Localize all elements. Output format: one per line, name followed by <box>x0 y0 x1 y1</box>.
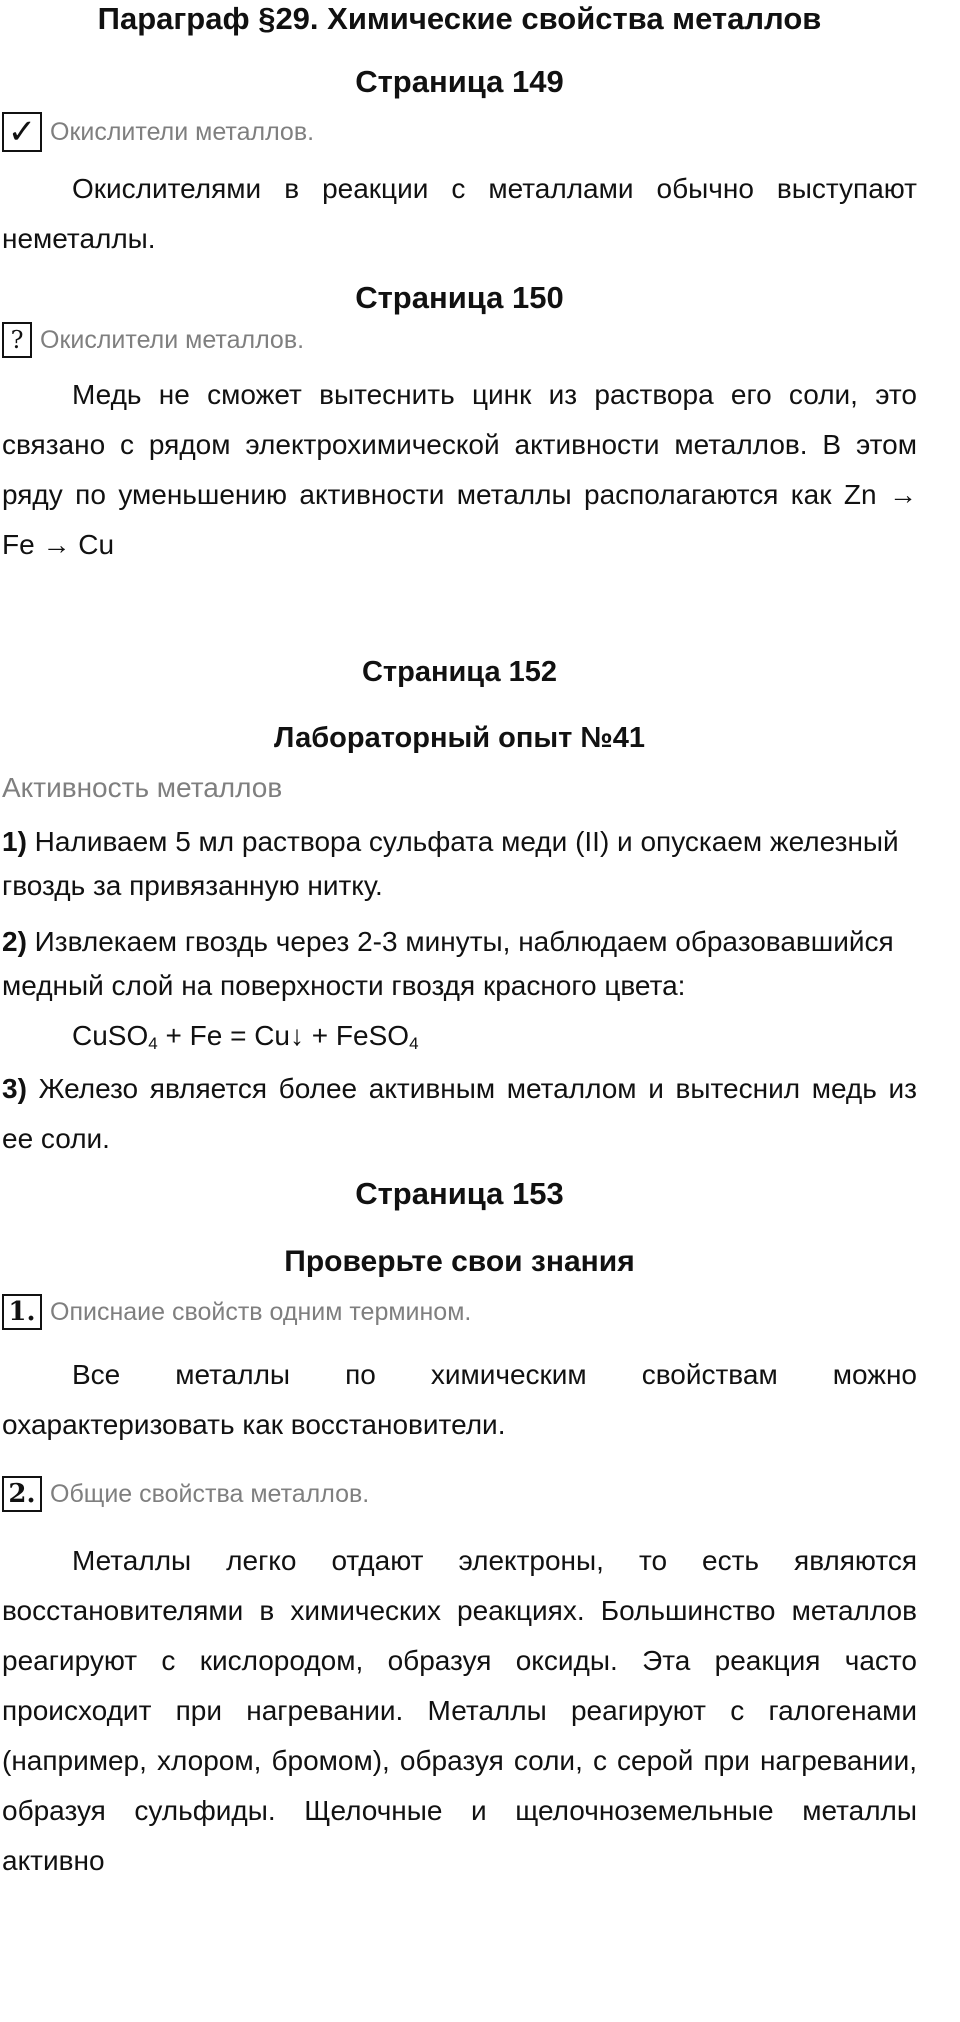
formula-part-2: + Fe = Cu↓ + FeSO <box>157 1020 410 1051</box>
question-1-number-box: 1. <box>2 1294 42 1330</box>
lab-step-3-text: Железо является более активным металлом и вытеснил медь из ее соли. <box>2 1073 917 1154</box>
lab-step-2-num: 2) <box>2 926 27 957</box>
question-150-label: Окислители металлов. <box>40 326 305 354</box>
check-question-1-label: Описнаие свойств одним термином. <box>50 1298 472 1326</box>
lab-step-1 <box>2 820 917 908</box>
lab-step-1-text: Наливаем 5 мл раствора сульфата меди (II) и опускаем железный гвоздь за привязанную нитку. <box>2 826 899 901</box>
lab-step-3 <box>2 1064 917 1164</box>
check-answer-2: Металлы легко отдают электроны, то есть являются восстановителями в химических реакциях. Большинство металлов реагируют с кислородом, образуя оксиды. Эта реакция часто происходит при нагревании. Металлы реагируют с галогенами (например, хлором, бромом), образуя соли, с серой при нагревании, образуя сульфиды. Щелочные и щелочноземельные металлы активно <box>2 1545 917 1876</box>
question-2-number-box: 2. <box>2 1476 42 1512</box>
check-question-2-line <box>2 1476 917 1512</box>
formula-sub-2: 4 <box>409 1034 419 1053</box>
reaction-equation <box>2 1014 917 1058</box>
answer-150: Медь не сможет вытеснить цинк из раствора его соли, это связано с рядом электрохимической активности металлов. В этом ряду по уменьшению активности металлы располагаются как Zn → Fe → Cu <box>2 379 917 560</box>
page-150-heading: Страница 150 <box>355 280 564 315</box>
check-knowledge-title: Проверьте свои знания <box>284 1245 635 1278</box>
question-149-line <box>2 112 917 152</box>
lab-subtitle: Активность металлов <box>2 772 283 803</box>
page-152-heading: Страница 152 <box>361 656 558 688</box>
page-153-heading: Страница 153 <box>355 1176 564 1211</box>
question-150-line <box>2 322 917 358</box>
lab-step-3-num: 3) <box>2 1073 27 1104</box>
question-mark-icon: ? <box>2 322 32 358</box>
formula-part-1: CuSO <box>72 1020 149 1051</box>
lab-title: Лабораторный опыт №41 <box>274 722 645 754</box>
check-question-2-label: Общие свойства металлов. <box>50 1480 370 1508</box>
lab-step-1-num: 1) <box>2 826 27 857</box>
answer-149: Окислителями в реакции с металлами обычно выступают неметаллы. <box>2 173 917 254</box>
page-title: Параграф §29. Химические свойства металлов <box>97 1 822 36</box>
check-question-1-line <box>2 1294 917 1330</box>
formula-sub-1: 4 <box>148 1034 158 1053</box>
checkmark-icon: ✓ <box>2 112 42 152</box>
question-149-label: Окислители металлов. <box>50 118 315 146</box>
lab-step-2 <box>2 920 917 1008</box>
page-149-heading: Страница 149 <box>355 64 564 99</box>
lab-step-2-text: Извлекаем гвоздь через 2-3 минуты, наблюдаем образовавшийся медный слой на поверхности гвоздя красного цвета: <box>2 926 894 1001</box>
check-answer-1: Все металлы по химическим свойствам можно охарактеризовать как восстановители. <box>2 1359 917 1440</box>
